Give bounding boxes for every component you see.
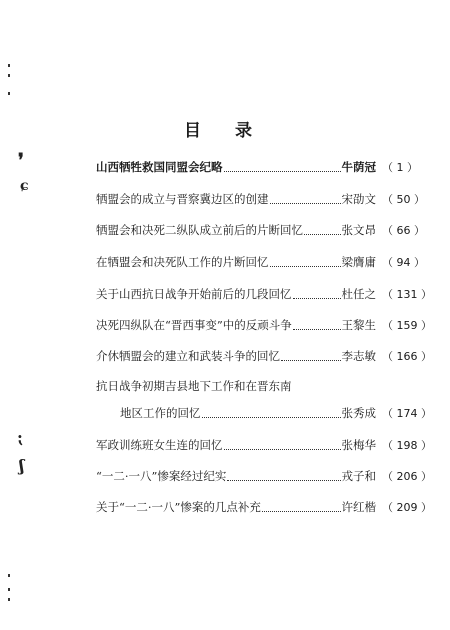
toc-entry-author: 张梅华 <box>341 438 376 452</box>
toc-entry[interactable] <box>96 315 432 333</box>
toc-entry-title: 关于山西抗日战争开始前后的几段回忆 <box>96 287 292 301</box>
toc-entry-author: 许红楷 <box>341 500 376 514</box>
toc-entry-title: 介休牺盟会的建立和武装斗争的回忆 <box>96 349 280 363</box>
toc-entry-author: 张秀成 <box>341 406 376 420</box>
leader-dots <box>281 359 341 361</box>
toc-entry-page: （ 198 ） <box>382 439 432 452</box>
toc-entry-title: 在牺盟会和决死队工作的片断回忆 <box>96 255 269 269</box>
toc-entry-title: 山西牺牲救国同盟会纪略 <box>96 160 223 174</box>
toc-entry-title: 关于“一二·一八”惨案的几点补充 <box>96 500 261 514</box>
toc-entry-page: （ 131 ） <box>382 288 432 301</box>
toc-entry-page: （ 209 ） <box>382 501 432 514</box>
leader-dots <box>293 328 341 330</box>
toc-entry-page: （ 166 ） <box>382 350 432 363</box>
toc-entry[interactable] <box>96 346 432 364</box>
toc-entry-page: （ 159 ） <box>382 319 432 332</box>
toc-entry-title: 决死四纵队在“晋西事变”中的反顽斗争 <box>96 318 292 332</box>
toc-entry-page: （ 1 ） <box>382 161 418 174</box>
toc-entry-title: “一二·一八”惨案经过纪实 <box>96 469 227 483</box>
page-title: 目 录 <box>184 121 266 141</box>
ink-blot-icon: ❜ <box>18 150 24 171</box>
toc-entry[interactable] <box>96 189 425 207</box>
toc-entry[interactable] <box>96 284 432 302</box>
toc-entry-page: （ 94 ） <box>382 256 425 269</box>
leader-dots <box>224 448 341 450</box>
toc-entry-title: 牺盟会和决死二纵队成立前后的片断回忆 <box>96 223 303 237</box>
ink-blot-icon: ⁏ <box>18 428 24 447</box>
toc-entry-page: （ 50 ） <box>382 193 425 206</box>
toc-entry-page: （ 174 ） <box>382 407 432 420</box>
toc-entry-author: 宋劭文 <box>341 192 376 206</box>
toc-entry[interactable] <box>96 497 432 515</box>
leader-dots <box>202 416 341 418</box>
toc-entry-title: 牺盟会的成立与晋察冀边区的创建 <box>96 192 269 206</box>
toc-entry[interactable] <box>96 435 432 453</box>
toc-entry-author: 杜任之 <box>341 287 376 301</box>
toc-entry-author: 李志敏 <box>341 349 376 363</box>
toc-entry-author: 牛荫冠 <box>341 160 376 174</box>
leader-dots <box>304 233 341 235</box>
ink-blot-icon: ʃ <box>19 456 25 475</box>
toc-entry[interactable] <box>96 466 432 484</box>
leader-dots <box>270 202 341 204</box>
toc-entry[interactable] <box>96 157 418 175</box>
toc-entry-author: 梁膺庸 <box>341 255 376 269</box>
leader-dots <box>270 265 341 267</box>
toc-entry-page: （ 66 ） <box>382 224 425 237</box>
toc-entry-author: 王黎生 <box>341 318 376 332</box>
toc-entry-title-line1: 抗日战争初期吉县地下工作和在晋东南 <box>96 379 292 393</box>
leader-dots <box>227 479 340 481</box>
leader-dots <box>262 510 341 512</box>
toc-entry[interactable] <box>96 252 425 270</box>
toc-entry[interactable] <box>96 220 425 238</box>
leader-dots <box>224 170 341 172</box>
toc-entry[interactable] <box>120 403 432 421</box>
toc-entry-title: 地区工作的回忆 <box>120 406 201 420</box>
toc-entry-author: 戎子和 <box>341 469 376 483</box>
toc-entry-title: 军政训练班女生连的回忆 <box>96 438 223 452</box>
ink-blot-icon: ɕ <box>20 178 29 194</box>
toc-entry-page: （ 206 ） <box>382 470 432 483</box>
toc-entry-author: 张文昂 <box>341 223 376 237</box>
leader-dots <box>293 297 341 299</box>
